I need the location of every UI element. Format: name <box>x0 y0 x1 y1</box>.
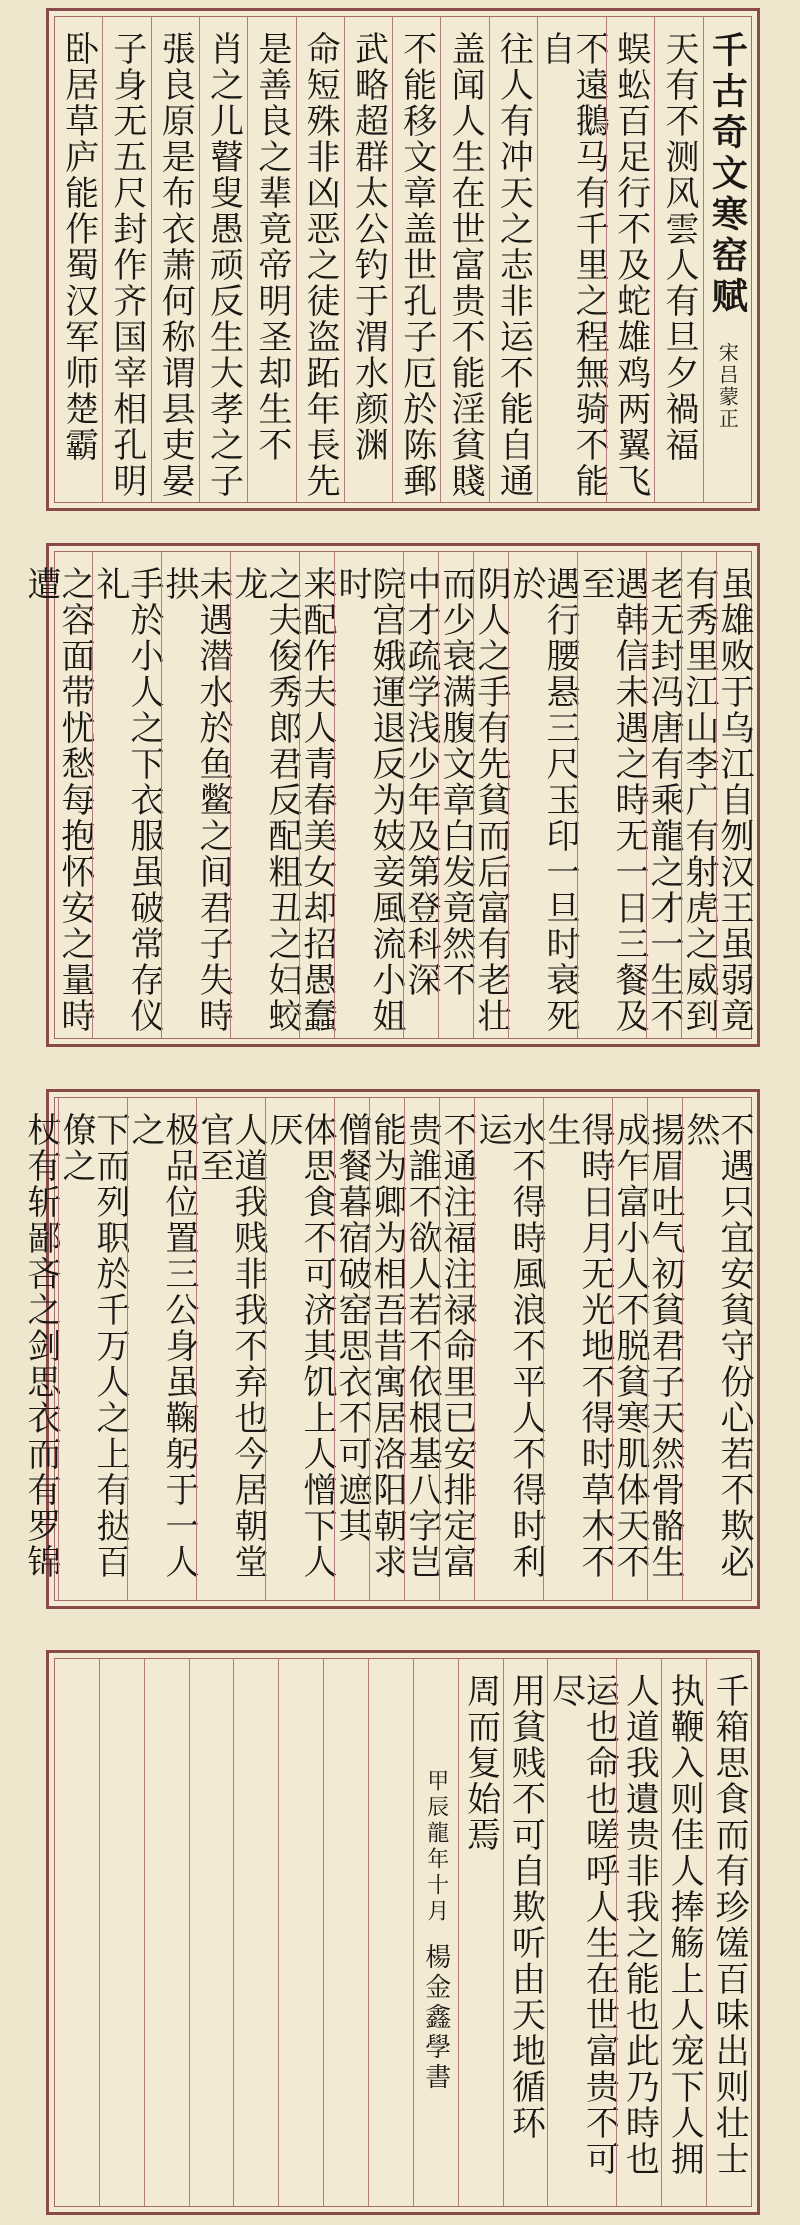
empty-column <box>368 1659 413 2206</box>
text-column: 体思食不可济其饥上人憎下人厌 <box>265 1098 334 1600</box>
text-column: 虽雄败于乌江自刎汉王虽弱竟 <box>716 552 751 1038</box>
poem-title: 千古奇文寒窑赋 <box>706 31 749 318</box>
empty-column <box>144 1659 189 2206</box>
text-column: 而少衰满腹文章白发竟然不 <box>438 552 473 1038</box>
text-column: 人道我遺贵非我之能也此乃時也 <box>616 1659 661 2206</box>
empty-column <box>278 1659 323 2206</box>
text-column: 中才疏学浅少年及第登科深 <box>403 552 438 1038</box>
signature-date: 甲辰龍年十月 <box>423 1769 449 1925</box>
text-column: 子身无五尺封作齐国宰相孔明 <box>102 17 150 502</box>
text-column: 成乍富小人不脱貧寒肌体天不 <box>612 1098 647 1600</box>
panel-4 <box>46 1650 760 2215</box>
text-column: 用貧贱不可自欺听由天地循环 <box>503 1659 548 2206</box>
text-column: 揚眉吐气初貧君子天然骨骼生 <box>647 1098 682 1600</box>
text-column: 之夫俊秀郎君反配粗丑之妇蛟龙 <box>230 552 299 1038</box>
text-column: 执鞭入则佳人捧觞上人宠下人拥 <box>661 1659 706 2206</box>
text-column: 周而复始焉 <box>458 1659 503 2206</box>
text-column: 手於小人之下衣服虽破常存仪礼 <box>92 552 161 1038</box>
signature-column <box>413 1659 458 2206</box>
text-column: 人道我贱非我不弃也今居朝堂官至 <box>196 1098 265 1600</box>
text-column: 有秀里江山李广有射虎之威到 <box>681 552 716 1038</box>
text-column: 能为卿为相吾昔寓居洛阳朝求 <box>369 1098 404 1600</box>
text-column: 卧居草庐能作蜀汉军师楚霸 <box>58 31 99 463</box>
empty-column <box>323 1659 368 2206</box>
text-column: 千箱思食而有珍馐百味出则壮士 <box>706 1659 751 2206</box>
text-column: 不遇只宜安貧守份心若不欺必然 <box>682 1098 751 1600</box>
panel-2-grid <box>21 551 754 1039</box>
text-column: 遇韩信未遇之時无一日三餐及至 <box>577 552 646 1038</box>
text-column: 老无封冯唐有乘龍之才一生不 <box>646 552 681 1038</box>
text-column: 不能移文章盖世孔子厄於陈郵 <box>392 17 440 502</box>
text-column: 杖有斩鄙吝之剑思衣而有罗锦 <box>21 1112 61 1580</box>
text-column: 未遇潜水於鱼鳖之间君子失時拱 <box>161 552 230 1038</box>
text-column: 盖闻人生在世富贵不能淫貧賤 <box>440 17 488 502</box>
text-column: 之容面带忧愁每抱怀安之量時遭 <box>21 566 95 1034</box>
text-column: 院宫娥運退反为妓妾風流小姐时 <box>334 552 403 1038</box>
empty-column <box>99 1659 144 2206</box>
text-column: 武略超群太公钓于渭水颜渊 <box>344 17 392 502</box>
panel-3 <box>21 1089 760 1609</box>
panel-1-grid <box>54 16 752 503</box>
text-column: 僧餐暮宿破窑思衣不可遮其 <box>334 1098 369 1600</box>
text-column: 是善良之辈竟帝明圣却生不 <box>247 17 295 502</box>
text-column: 天有不测风雲人有旦夕禍福 <box>654 17 702 502</box>
text-column: 肖之儿瞽叟愚顽反生大孝之子 <box>199 17 247 502</box>
text-column: 不遠鵝马有千里之程無骑不能自 <box>537 17 606 502</box>
text-column: 极品位置三公身虽鞠躬于一人之 <box>127 1098 196 1600</box>
empty-column <box>55 1659 99 2206</box>
panel-2 <box>21 543 760 1047</box>
text-column: 遇行腰悬三尺玉印一旦时衰死於 <box>508 552 577 1038</box>
signature-name: 楊金鑫學書 <box>420 1943 451 2093</box>
empty-column <box>233 1659 278 2206</box>
panel-1 <box>46 8 760 511</box>
text-column: 得時日月无光地不得时草木不生 <box>543 1098 612 1600</box>
text-column: 張良原是布衣萧何称谓县吏晏 <box>151 17 199 502</box>
poem-author: 宋吕蒙正 <box>715 342 740 430</box>
text-column: 命短殊非凶恶之徒盗跖年長先 <box>296 17 344 502</box>
text-column: 不通注福注禄命里已安排定富 <box>439 1098 474 1600</box>
text-column: 蜈蚣百足行不及蛇雄鸡两翼飞 <box>606 17 654 502</box>
text-column: 往人有冲天之志非运不能自通 <box>489 17 537 502</box>
panel-4-grid <box>54 1658 752 2207</box>
panel-3-grid <box>21 1097 754 1601</box>
text-column: 下而列职於千万人之上有挞百僚之 <box>58 1098 127 1600</box>
text-column: 来配作夫人青春美女却招愚蠢 <box>299 552 334 1038</box>
text-column: 贵誰不欲人若不依根基八字岂 <box>404 1098 439 1600</box>
text-column: 阴人之手有先貧而后富有老壮 <box>473 552 508 1038</box>
poem-title-column <box>703 17 751 502</box>
empty-column <box>189 1659 234 2206</box>
text-column: 运也命也嗟呼人生在世富贵不可尽 <box>547 1659 616 2206</box>
text-column: 水不得時風浪不平人不得时利运 <box>474 1098 543 1600</box>
